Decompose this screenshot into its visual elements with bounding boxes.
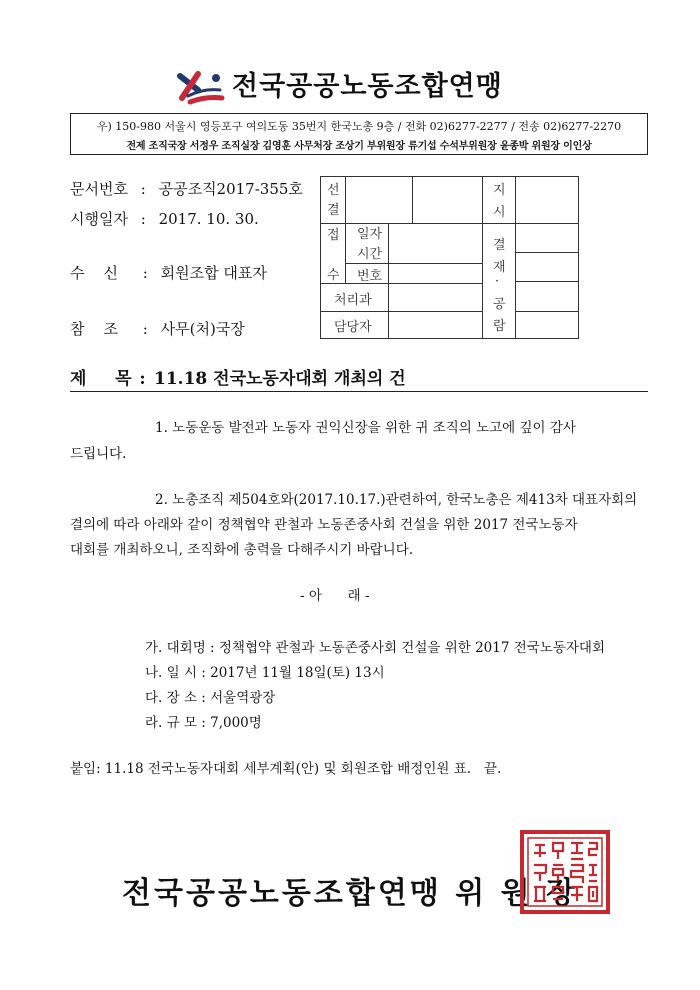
jisi-box[interactable]: [515, 176, 579, 224]
paragraph-1-line-2: 드립니다.: [70, 446, 127, 462]
seongyeol-box-1[interactable]: [345, 176, 413, 224]
doc-number-label: 문서번호: [70, 180, 128, 198]
beonho-box[interactable]: [388, 263, 483, 284]
below-heading: - 아 래 -: [300, 588, 370, 604]
recipient-label: 수 신: [70, 264, 119, 282]
signature-line: 전국공공노동조합연맹 위 원 장: [122, 876, 579, 911]
jisi-char-2: 시: [493, 205, 506, 220]
jeop-char: 접: [327, 228, 340, 243]
gyeoljae-char-1: 결: [493, 238, 506, 253]
official-seal-icon: [519, 829, 611, 915]
seongyeol-char-1: 선: [327, 183, 340, 198]
su-char: 수: [327, 268, 340, 283]
org-title: 전국공공노동조합연맹: [232, 71, 503, 102]
cheorigwa-box[interactable]: [388, 283, 483, 312]
staff-line: 전제 조직국장 서정우 조직실장 김영훈 사무처장 조상기 부위원장 류기섭 수석부위원장 윤종박 위원장 이인상: [126, 141, 592, 152]
gyeoljae-char-2: 재: [493, 260, 506, 275]
address-line: 우) 150-980 서울시 영등포구 여의도동 35번지 한국노총 9층 / 전화 02)6277-2277 / 전송 02)6277-2270: [96, 120, 622, 133]
sigan-label: 시간: [357, 247, 383, 262]
federation-logo-icon: [176, 68, 226, 106]
doc-number-value: 공공조직2017-355호: [158, 180, 303, 198]
damdangja-box[interactable]: [388, 311, 483, 339]
subject-label: 제 목 :: [70, 369, 147, 389]
date-label: 시행일자: [70, 210, 128, 228]
doc-number-row: 문서번호 : 공공조직2017-355호: [70, 180, 303, 198]
gyeoljae-box-4[interactable]: [515, 311, 579, 339]
subject-row: [70, 364, 648, 394]
list-item: 라. 규 모 : 7,000명: [145, 715, 262, 731]
paragraph-2-line-3: 대회를 개최하오니, 조직화에 총력을 다해주시기 바랍니다.: [70, 542, 414, 558]
date-row: 시행일자 : 2017. 10. 30.: [70, 210, 259, 228]
letterhead: [0, 62, 700, 108]
subject-divider: [70, 391, 648, 392]
jisi-char-1: 지: [493, 183, 506, 198]
recipient-row: 수 신 : 회원조합 대표자: [70, 264, 267, 282]
list-item: 다. 장 소 : 서울역광장: [145, 690, 276, 706]
beonho-label: 번호: [357, 269, 383, 284]
gyeoljae-box-3[interactable]: [515, 281, 579, 312]
paragraph-2-line-1: 2. 노총조직 제504호와(2017.10.17.)관련하여, 한국노총은 제413차 대표자회의: [155, 492, 638, 508]
gyeoljae-char-3: ·: [495, 274, 500, 289]
approval-table: [320, 176, 579, 339]
ilja-label: 일자: [357, 227, 383, 242]
reference-row: 참 조 : 사무(처)국장: [70, 320, 245, 338]
list-item: 나. 일 시 : 2017년 11월 18일(토) 13시: [145, 665, 385, 681]
ilja-sigan-box[interactable]: [388, 223, 483, 264]
damdangja-label: 담당자: [334, 320, 372, 335]
recipient-value: 회원조합 대표자: [160, 264, 267, 282]
paragraph-1-line-1: 1. 노동운동 발전과 노동자 권익신장을 위한 귀 조직의 노고에 깊이 감사: [155, 420, 576, 436]
paragraph-2-line-2: 결의에 따라 아래와 같이 정책협약 관철과 노동존중사회 건설을 위한 2017 전국노동자: [70, 517, 578, 533]
reference-label: 참 조: [70, 320, 119, 338]
gyeoljae-box-2[interactable]: [515, 252, 579, 282]
gyeoljae-char-5: 람: [493, 319, 506, 334]
gyeoljae-char-4: 공: [493, 297, 506, 312]
list-item: 가. 대회명 : 정책협약 관철과 노동존중사회 건설을 위한 2017 전국노동자대회: [145, 640, 606, 656]
contact-box: [70, 113, 648, 155]
seongyeol-box-2[interactable]: [412, 176, 483, 224]
date-value: 2017. 10. 30.: [158, 210, 259, 228]
seongyeol-char-2: 결: [327, 203, 340, 218]
reference-value: 사무(처)국장: [160, 320, 245, 338]
cheorigwa-label: 처리과: [334, 293, 372, 308]
attachment-line: 붙임: 11.18 전국노동자대회 세부계획(안) 및 회원조합 배정인원 표. 끝.: [70, 761, 502, 777]
gyeoljae-box-1[interactable]: [515, 223, 579, 253]
subject-text: 11.18 전국노동자대회 개최의 건: [154, 369, 406, 389]
